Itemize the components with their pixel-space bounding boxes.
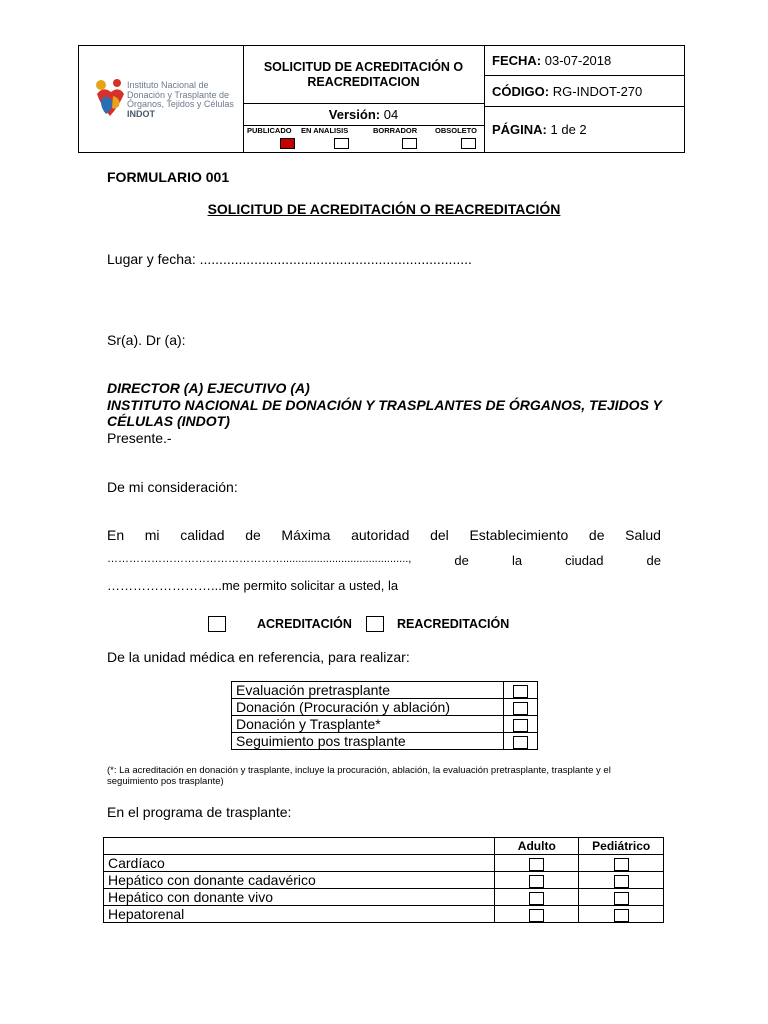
pagina-value: 1 de 2 bbox=[550, 122, 587, 137]
pediatrico-checkbox-cell[interactable] bbox=[579, 889, 664, 906]
status-row bbox=[243, 126, 484, 152]
presente-text: Presente.- bbox=[107, 430, 172, 446]
title-cell bbox=[243, 46, 485, 152]
body-word: autoridad bbox=[351, 527, 410, 543]
adulto-checkbox-cell[interactable] bbox=[495, 906, 579, 923]
status-label-obsoleto: OBSOLETO bbox=[435, 126, 477, 135]
program-label: Hepático con donante vivo bbox=[104, 889, 495, 906]
table-row bbox=[232, 682, 538, 699]
document-title bbox=[243, 46, 484, 104]
pediatrico-checkbox-cell[interactable] bbox=[579, 872, 664, 889]
table-row bbox=[104, 889, 664, 906]
table-row bbox=[104, 872, 664, 889]
body-word: calidad bbox=[180, 527, 225, 543]
body-word: del bbox=[430, 527, 449, 543]
city-field-line[interactable]: ……………………...me permito solicitar a usted, la bbox=[107, 578, 399, 593]
pediatrico-checkbox[interactable] bbox=[614, 892, 629, 905]
program-label: Cardíaco bbox=[104, 855, 495, 872]
adulto-checkbox-cell[interactable] bbox=[495, 889, 579, 906]
fecha-label: FECHA: bbox=[492, 53, 542, 68]
table-header-row bbox=[104, 838, 664, 855]
adulto-checkbox[interactable] bbox=[529, 858, 544, 871]
version-label: Versión: bbox=[328, 107, 381, 122]
activity-label: Evaluación pretrasplante bbox=[232, 682, 504, 699]
unit-intro: De la unidad médica en referencia, para realizar: bbox=[107, 649, 410, 665]
activity-label: Seguimiento pos trasplante bbox=[232, 733, 504, 750]
activity-checkbox[interactable] bbox=[513, 736, 528, 749]
program-intro: En el programa de trasplante: bbox=[107, 804, 292, 820]
program-header-blank bbox=[104, 838, 495, 855]
reacreditacion-label: REACREDITACIÓN bbox=[397, 617, 510, 631]
program-label: Hepático con donante cadavérico bbox=[104, 872, 495, 889]
body-word: de bbox=[646, 553, 661, 568]
status-label-borrador: BORRADOR bbox=[373, 126, 418, 135]
document-header bbox=[78, 45, 685, 153]
status-checkbox-borrador[interactable] bbox=[402, 138, 417, 149]
body-line-1 bbox=[107, 527, 661, 543]
establishment-name-field[interactable]: …………………………………………........................................., bbox=[107, 553, 412, 565]
column-header-adulto: Adulto bbox=[495, 838, 579, 855]
logo-line: Instituto Nacional de bbox=[127, 80, 209, 90]
greeting: De mi consideración: bbox=[107, 479, 238, 495]
footnote-line-1: (*: La acreditación en donación y trasplante, incluye la procuración, ablación, la evaluación pretrasplante, trasplante y el bbox=[107, 765, 611, 776]
table-row bbox=[104, 906, 664, 923]
pediatrico-checkbox[interactable] bbox=[614, 858, 629, 871]
program-table bbox=[103, 837, 664, 923]
activity-checkbox[interactable] bbox=[513, 685, 528, 698]
pediatrico-checkbox-cell[interactable] bbox=[579, 906, 664, 923]
body-word: de bbox=[588, 527, 605, 543]
fecha-row bbox=[484, 46, 684, 76]
version-value: 04 bbox=[383, 107, 399, 122]
document-title-line: REACREDITACION bbox=[307, 75, 420, 89]
adulto-checkbox[interactable] bbox=[529, 909, 544, 922]
indot-logo-icon bbox=[93, 76, 127, 122]
logo-line: Donación y Trasplante de bbox=[127, 89, 230, 100]
activity-checkbox-cell[interactable] bbox=[504, 716, 538, 733]
status-checkbox-publicado[interactable] bbox=[280, 138, 295, 149]
body-word: Salud bbox=[625, 527, 661, 543]
codigo-label: CÓDIGO: bbox=[492, 84, 550, 99]
body-word: Máxima bbox=[281, 527, 331, 543]
adulto-checkbox[interactable] bbox=[529, 875, 544, 888]
pagina-row bbox=[484, 108, 684, 152]
activities-table bbox=[231, 681, 538, 750]
logo-line: Órganos, Tejidos y Células bbox=[127, 99, 234, 109]
salutation: Sr(a). Dr (a): bbox=[107, 332, 186, 348]
adulto-checkbox-cell[interactable] bbox=[495, 872, 579, 889]
activity-checkbox-cell[interactable] bbox=[504, 699, 538, 716]
adulto-checkbox[interactable] bbox=[529, 892, 544, 905]
body-word: En bbox=[107, 527, 125, 543]
place-date-field[interactable]: Lugar y fecha: ...................................................................... bbox=[107, 251, 472, 267]
recipient-institution-cont: CÉLULAS (INDOT) bbox=[107, 413, 230, 429]
recipient-institution: INSTITUTO NACIONAL DE DONACIÓN Y TRASPLANTES DE ÓRGANOS, TEJIDOS Y bbox=[107, 397, 662, 413]
form-title: SOLICITUD DE ACREDITACIÓN O REACREDITACIÓN bbox=[207, 201, 561, 217]
activity-label: Donación (Procuración y ablación) bbox=[232, 699, 504, 716]
body-line-2 bbox=[107, 553, 661, 568]
body-word: mi bbox=[144, 527, 160, 543]
codigo-row bbox=[484, 77, 684, 107]
program-label: Hepatorenal bbox=[104, 906, 495, 923]
codigo-value: RG-INDOT-270 bbox=[552, 84, 643, 99]
table-row bbox=[232, 699, 538, 716]
status-label-en-analisis: EN ANALISIS bbox=[301, 126, 349, 135]
activity-label: Donación y Trasplante* bbox=[232, 716, 504, 733]
acreditacion-checkbox[interactable] bbox=[208, 616, 226, 632]
fecha-value: 03-07-2018 bbox=[544, 53, 612, 68]
body-word: Establecimiento bbox=[469, 527, 569, 543]
column-header-pediatrico: Pediátrico bbox=[579, 838, 664, 855]
pediatrico-checkbox-cell[interactable] bbox=[579, 855, 664, 872]
status-checkbox-en-analisis[interactable] bbox=[334, 138, 349, 149]
adulto-checkbox-cell[interactable] bbox=[495, 855, 579, 872]
status-label-publicado: PUBLICADO bbox=[247, 126, 292, 135]
table-row bbox=[232, 716, 538, 733]
logo-acronym: INDOT bbox=[127, 108, 155, 119]
table-row bbox=[232, 733, 538, 750]
logo-text bbox=[127, 81, 234, 119]
document-title-line: SOLICITUD DE ACREDITACIÓN O bbox=[263, 60, 464, 74]
status-checkbox-obsoleto[interactable] bbox=[461, 138, 476, 149]
pagina-label: PÁGINA: bbox=[492, 122, 547, 137]
form-number: FORMULARIO 001 bbox=[107, 169, 230, 185]
table-row bbox=[104, 855, 664, 872]
body-word: la bbox=[511, 553, 523, 568]
pediatrico-checkbox[interactable] bbox=[614, 909, 629, 922]
body-word: de bbox=[454, 553, 469, 568]
acreditacion-label: ACREDITACIÓN bbox=[257, 617, 352, 631]
meta-cell bbox=[484, 46, 684, 152]
activity-checkbox-cell[interactable] bbox=[504, 733, 538, 750]
body-word: de bbox=[245, 527, 261, 543]
logo-cell bbox=[79, 46, 244, 152]
recipient-title: DIRECTOR (A) EJECUTIVO (A) bbox=[107, 380, 310, 396]
version-row bbox=[243, 105, 484, 126]
pediatrico-checkbox[interactable] bbox=[614, 875, 629, 888]
reacreditacion-checkbox[interactable] bbox=[366, 616, 384, 632]
footnote-line-2: seguimiento pos trasplante) bbox=[107, 776, 224, 787]
activity-checkbox-cell[interactable] bbox=[504, 682, 538, 699]
activity-checkbox[interactable] bbox=[513, 719, 528, 732]
activity-checkbox[interactable] bbox=[513, 702, 528, 715]
body-word: ciudad bbox=[565, 553, 604, 568]
